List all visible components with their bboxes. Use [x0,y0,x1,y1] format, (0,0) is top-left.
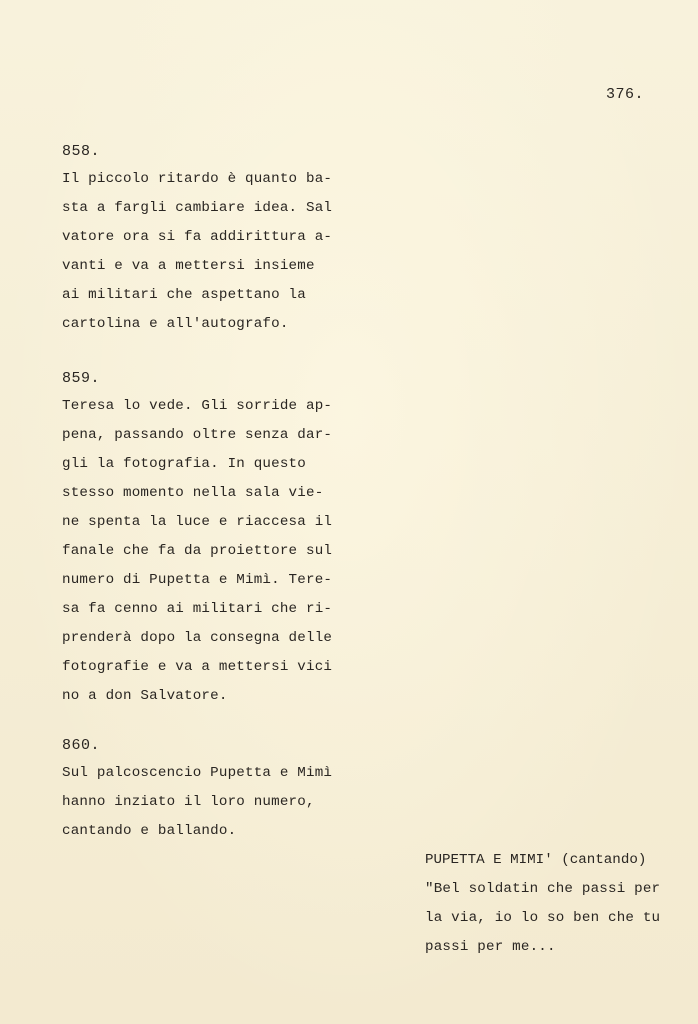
scene-text-line: vanti e va a mettersi insieme [62,258,315,274]
scene-text-line: fanale che fa da proiettore sul [62,543,333,559]
scene-text-line: gli la fotografia. In questo [62,456,306,472]
scene-text-line: stesso momento nella sala vie- [62,485,324,501]
page-number: 376. [606,86,645,103]
scene-block [62,143,382,339]
scene-block [62,737,382,846]
dialogue-line: passi per me... [425,939,556,955]
scene-text-line: no a don Salvatore. [62,688,228,704]
scene-text-line: prenderà dopo la consegna delle [62,630,333,646]
scene-text-line: Il piccolo ritardo è quanto ba- [62,171,333,187]
scene-number: 860. [62,737,101,754]
scene-text-line: hanno inziato il loro numero, [62,794,315,810]
scene-text-line: cantando e ballando. [62,823,237,839]
dialogue-speaker: PUPETTA E MIMI' (cantando) [425,852,647,868]
scene-text-line: sta a fargli cambiare idea. Sal [62,200,333,216]
scene-text-line: numero di Pupetta e Mimì. Tere- [62,572,333,588]
scene-text-line: fotografie e va a mettersi vici [62,659,333,675]
scene-text-line: cartolina e all'autografo. [62,316,289,332]
scene-number: 858. [62,143,101,160]
scene-text-line: sa fa cenno ai militari che ri- [62,601,333,617]
dialogue-line: la via, io lo so ben che tu [425,910,661,926]
dialogue-block [425,846,695,962]
scene-text-line: vatore ora si fa addirittura a- [62,229,333,245]
scene-text-line: pena, passando oltre senza dar- [62,427,333,443]
scene-text-line: Teresa lo vede. Gli sorride ap- [62,398,333,414]
scene-text-line: ai militari che aspettano la [62,287,306,303]
scene-text-line: ne spenta la luce e riaccesa il [62,514,333,530]
scene-text-line: Sul palcoscencio Pupetta e Mimì [62,765,333,781]
dialogue-line: "Bel soldatin che passi per [425,881,661,897]
scene-number: 859. [62,370,101,387]
scene-block [62,370,382,711]
